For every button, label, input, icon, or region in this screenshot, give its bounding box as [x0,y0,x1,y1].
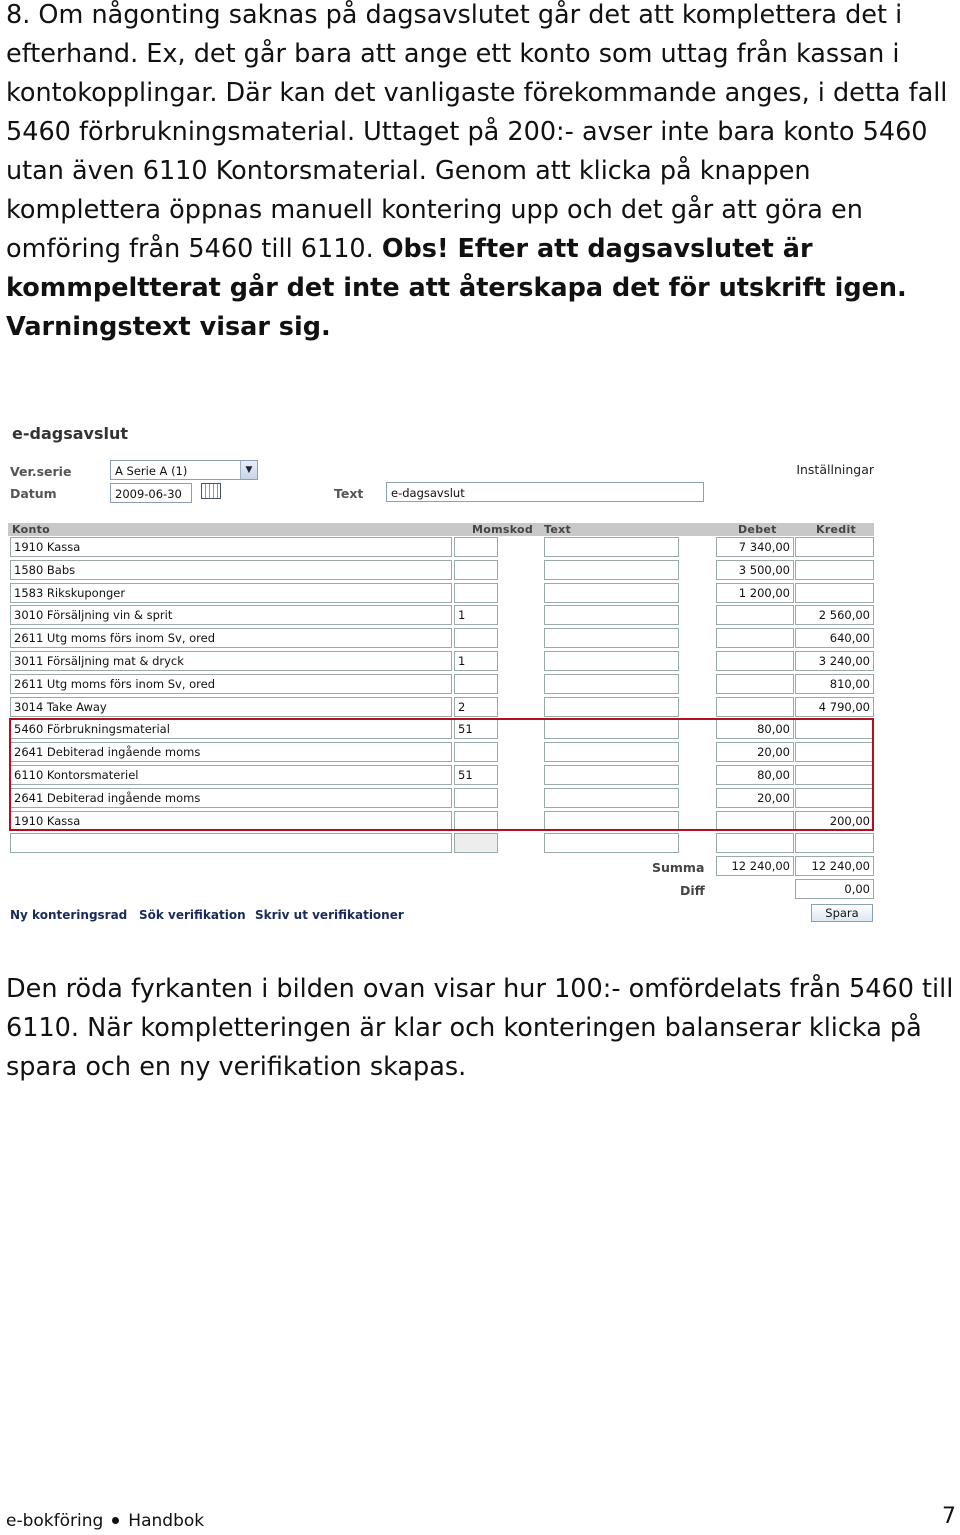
empty-cell-konto[interactable] [10,833,452,853]
skriv-ut-verifikationer-link[interactable]: Skriv ut verifikationer [255,908,404,922]
table-row [8,627,874,649]
cell-konto[interactable]: 1580 Babs [10,560,452,580]
cell-kredit[interactable]: 2 560,00 [795,605,874,625]
verserie-value: A Serie A (1) [115,464,188,478]
cell-konto[interactable]: 2611 Utg moms förs inom Sv, ored [10,674,452,694]
cell-text[interactable] [544,605,679,625]
footer-product: e-bokföring [6,1511,104,1531]
cell-konto[interactable]: 2641 Debiterad ingående moms [10,742,452,762]
cell-debet[interactable]: 20,00 [716,742,794,762]
column-kredit: Kredit [816,523,857,536]
cell-text[interactable] [544,628,679,648]
cell-momskod[interactable] [454,560,498,580]
column-text: Text [544,523,572,536]
cell-text[interactable] [544,560,679,580]
cell-debet[interactable]: 7 340,00 [716,537,794,557]
ny-konteringsrad-link[interactable]: Ny konteringsrad [10,908,128,922]
cell-konto[interactable]: 1910 Kassa [10,811,452,831]
highlight-box [9,718,874,831]
sok-verifikation-link[interactable]: Sök verifikation [139,908,246,922]
table-row [8,650,874,672]
cell-momskod[interactable] [454,674,498,694]
cell-kredit[interactable]: 3 240,00 [795,651,874,671]
verserie-select[interactable] [110,460,258,480]
cell-kredit[interactable]: 4 790,00 [795,697,874,717]
column-konto: Konto [12,523,51,536]
verserie-label: Ver.serie [10,464,72,479]
cell-debet[interactable] [716,651,794,671]
cell-konto[interactable]: 1910 Kassa [10,537,452,557]
cell-kredit[interactable] [795,560,874,580]
outro-paragraph: Den röda fyrkanten i bilden ovan visar hur 100:- omfördelats från 5460 till 6110. När kompletteringen är klar och konteringen balanserar klicka på spara och en ny verifikation skapas. [6,974,954,1082]
cell-konto[interactable]: 1583 Rikskuponger [10,583,452,603]
column-debet: Debet [738,523,777,536]
cell-debet[interactable] [716,605,794,625]
cell-kredit[interactable] [795,537,874,557]
cell-text[interactable] [544,651,679,671]
cell-debet[interactable]: 1 200,00 [716,583,794,603]
intro-paragraph [6,0,956,347]
cell-momskod[interactable]: 51 [454,719,498,739]
cell-debet[interactable] [716,674,794,694]
table-row [8,696,874,718]
datum-label: Datum [10,486,57,501]
summa-label: Summa [652,860,705,875]
table-row [8,673,874,695]
settings-link[interactable]: Inställningar [796,462,874,477]
cell-debet[interactable]: 20,00 [716,788,794,808]
cell-debet[interactable]: 80,00 [716,719,794,739]
page-number: 7 [942,1504,956,1529]
table-row [8,536,874,558]
spara-button[interactable]: Spara [811,904,873,922]
cell-kredit[interactable]: 640,00 [795,628,874,648]
summa-kredit: 12 240,00 [795,856,874,876]
empty-cell-debet[interactable] [716,833,794,853]
cell-debet[interactable]: 3 500,00 [716,560,794,580]
intro-text: 8. Om någonting saknas på dagsavslutet går det att komplettera det i efterhand. Ex, det går bara att ange ett konto som uttag från kassan i kontokopplingar. Där kan det vanligaste förekommande anges, i detta fall 5460 förbrukningsmaterial. Uttaget på 200:- avser inte bara konto 5460 utan även 6110 Kontorsmaterial. Genom att klicka på knappen komplettera öppnas manuell kontering upp och det går att göra en omföring från 5460 till 6110. [6,0,948,264]
diff-value: 0,00 [795,879,874,899]
cell-konto[interactable]: 3014 Take Away [10,697,452,717]
empty-entry-row [8,832,874,854]
summa-debet: 12 240,00 [716,856,794,876]
cell-konto[interactable]: 2641 Debiterad ingående moms [10,788,452,808]
cell-kredit[interactable]: 810,00 [795,674,874,694]
e-dagsavslut-screenshot [0,420,960,930]
cell-momskod[interactable]: 1 [454,605,498,625]
text-label: Text [334,486,364,501]
empty-cell-momskod[interactable] [454,833,498,853]
column-momskod: Momskod [472,523,534,536]
chevron-down-icon[interactable]: ▼ [240,461,257,479]
cell-text[interactable] [544,674,679,694]
app-title: e-dagsavslut [12,424,128,443]
calendar-icon[interactable] [201,483,221,499]
empty-cell-text[interactable] [544,833,679,853]
table-row [8,604,874,626]
intro-warning: Obs! Efter att dagsavslutet är kommpeltterat går det inte att återskapa det för utskrift igen. Varningstext visar sig. [6,234,907,342]
cell-momskod[interactable] [454,628,498,648]
cell-debet[interactable] [716,697,794,717]
cell-debet[interactable] [716,628,794,648]
cell-kredit[interactable] [795,583,874,603]
bullet-icon [112,1517,119,1524]
cell-konto[interactable]: 5460 Förbrukningsmaterial [10,719,452,739]
cell-konto[interactable]: 6110 Kontorsmateriel [10,765,452,785]
table-row [8,582,874,604]
table-row [8,559,874,581]
cell-konto[interactable]: 3010 Försäljning vin & sprit [10,605,452,625]
footer-title [6,1511,204,1531]
cell-debet[interactable]: 80,00 [716,765,794,785]
cell-konto[interactable]: 3011 Försäljning mat & dryck [10,651,452,671]
cell-momskod[interactable]: 51 [454,765,498,785]
cell-momskod[interactable]: 2 [454,697,498,717]
empty-cell-kredit[interactable] [795,833,874,853]
cell-momskod[interactable] [454,537,498,557]
cell-momskod[interactable]: 1 [454,651,498,671]
cell-konto[interactable]: 2611 Utg moms förs inom Sv, ored [10,628,452,648]
footer-doc: Handbok [128,1511,205,1531]
cell-text[interactable] [544,537,679,557]
cell-text[interactable] [544,583,679,603]
diff-label: Diff [680,883,705,898]
datum-input[interactable]: 2009-06-30 [110,483,192,503]
cell-kredit[interactable]: 200,00 [795,811,874,831]
cell-text[interactable] [544,697,679,717]
grid-header [8,523,874,536]
cell-momskod[interactable] [454,583,498,603]
text-input[interactable]: e-dagsavslut [386,482,704,502]
